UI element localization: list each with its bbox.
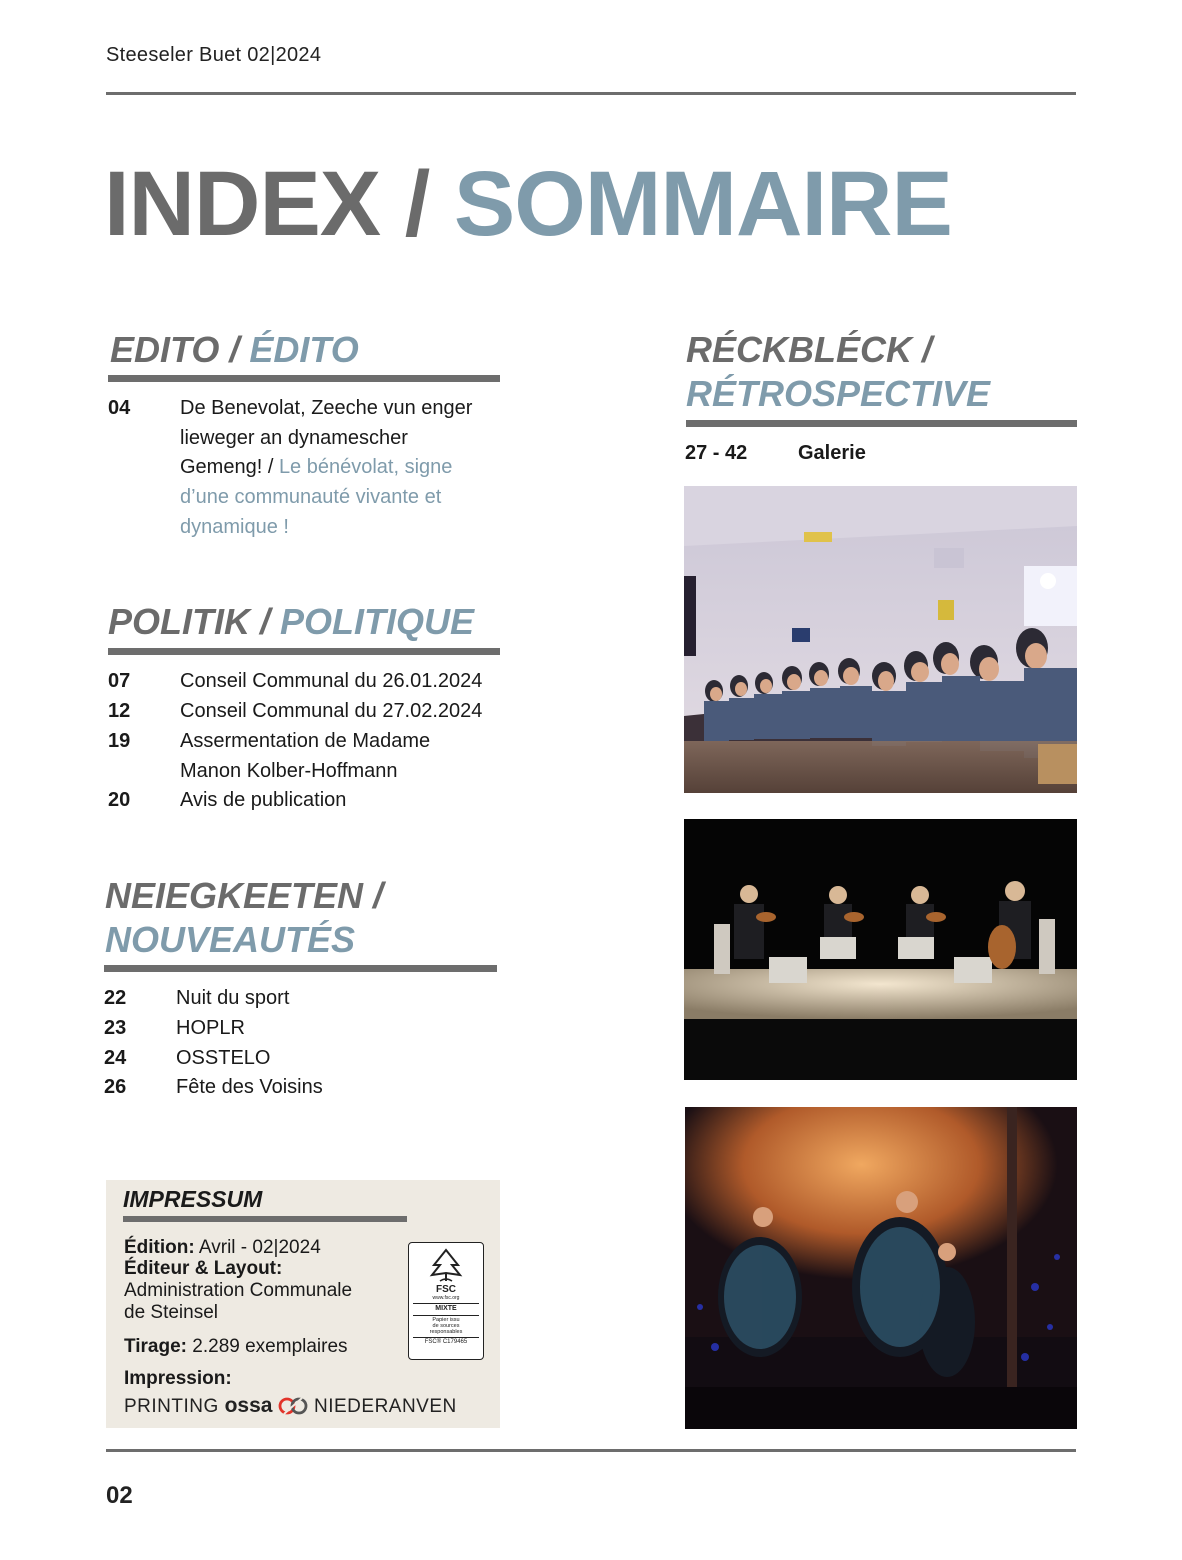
- section-rule-reckbleck: [686, 420, 1077, 427]
- ossa-logo-icon: [278, 1396, 308, 1416]
- toc-entry[interactable]: 24 OSSTELO: [104, 1047, 271, 1069]
- fsc-url: www.fsc.org: [432, 1295, 460, 1301]
- publication-header: Steeseler Buet 02|2024: [106, 44, 322, 66]
- page-title: [104, 153, 952, 255]
- toc-entry[interactable]: 27 - 42 Galerie: [685, 442, 866, 464]
- gallery-photo-quartet: [684, 819, 1077, 1080]
- fsc-mix: MIXTE: [413, 1303, 479, 1314]
- fsc-code: FSC® C179465: [413, 1337, 479, 1346]
- toc-entry[interactable]: 12 Conseil Communal du 27.02.2024: [108, 700, 483, 722]
- bottom-divider: [106, 1449, 1076, 1452]
- section-title-politik: POLITIK / POLITIQUE: [108, 601, 475, 642]
- toc-entry[interactable]: 26 Fête des Voisins: [104, 1076, 323, 1098]
- impressum-editeur-value: Administration Communale: [124, 1280, 353, 1301]
- toc-entry[interactable]: 07 Conseil Communal du 26.01.2024: [108, 670, 483, 692]
- fsc-tree-icon: [426, 1247, 466, 1283]
- gallery-photo-audience: [684, 486, 1077, 793]
- impressum-box: [106, 1180, 500, 1428]
- page-title-index: INDEX /: [104, 153, 454, 255]
- toc-entry-text: De Benevolat, Zeeche vun enger lieweger an dynamescher Gemeng! / Le bénévolat, signe d’une communauté vivante et dynamique !: [180, 397, 473, 538]
- toc-entry[interactable]: [108, 394, 500, 544]
- impressum-editeur-value-2: de Steinsel: [124, 1302, 219, 1323]
- toc-entry[interactable]: 19 Assermentation de Madame Manon Kolber-Hoffmann: [108, 730, 431, 782]
- fsc-desc: Papier issu de sources responsables: [413, 1315, 479, 1335]
- section-title-edito: EDITO / ÉDITO: [110, 329, 359, 370]
- section-title-neiegkeeten: NEIEGKEETEN / NOUVEAUTÉS: [105, 875, 384, 960]
- impressum-editeur-label: Éditeur & Layout:: [124, 1258, 283, 1279]
- toc-entry[interactable]: 20 Avis de publication: [108, 789, 347, 811]
- section-rule-edito: [108, 375, 500, 382]
- toc-page-number: 04: [108, 397, 131, 419]
- toc-entry[interactable]: 22 Nuit du sport: [104, 987, 290, 1009]
- section-rule-neiegkeeten: [104, 965, 497, 972]
- impressum-impression: Impression:: [124, 1368, 232, 1389]
- fsc-label: [408, 1242, 484, 1360]
- printer-logo: PRINTING ossa NIEDERANVEN: [124, 1394, 457, 1417]
- top-divider: [106, 92, 1076, 95]
- gallery-photo-dancers: [685, 1107, 1077, 1429]
- fsc-name: FSC: [436, 1284, 456, 1295]
- impressum-edition: Édition: Avril - 02|2024: [124, 1237, 321, 1258]
- page-number: 02: [106, 1482, 133, 1509]
- impressum-rule: [123, 1216, 407, 1222]
- page-title-sommaire: SOMMAIRE: [453, 153, 952, 255]
- section-rule-politik: [108, 648, 500, 655]
- impressum-tirage: Tirage: 2.289 exemplaires: [124, 1336, 348, 1357]
- impressum-title: IMPRESSUM: [123, 1186, 263, 1212]
- toc-entry[interactable]: 23 HOPLR: [104, 1017, 245, 1039]
- section-title-reckbleck: RÉCKBLÉCK / RÉTROSPECTIVE: [686, 329, 991, 414]
